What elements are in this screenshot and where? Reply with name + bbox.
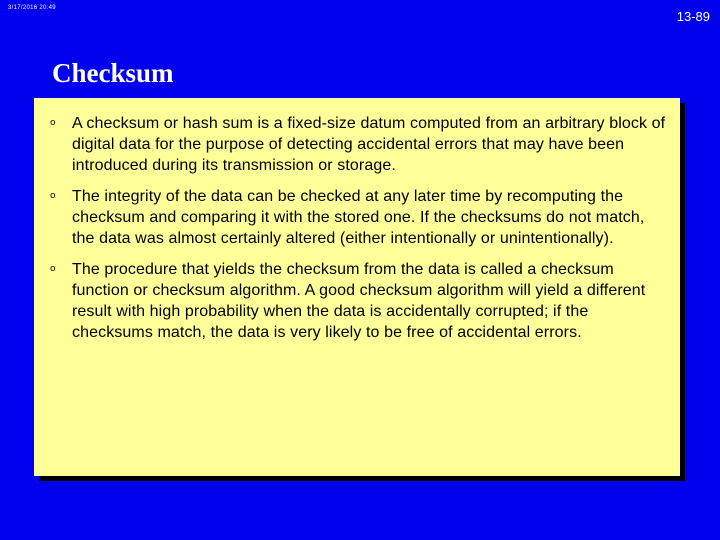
- bullet-item: [50, 186, 670, 249]
- bullet-text: A checksum or hash sum is a fixed-size datum computed from an arbitrary block of digital data for the purpose of detecting accidental errors that may have been introduced during its transmission or storage.: [72, 115, 666, 174]
- slide-title: Checksum: [52, 58, 174, 88]
- bullet-item: [50, 113, 670, 176]
- bullet-marker: o: [50, 191, 56, 201]
- page-number: 13-89: [676, 9, 710, 24]
- bullet-marker: o: [50, 264, 56, 274]
- bullet-marker: o: [50, 118, 56, 128]
- bullet-list: [50, 113, 670, 353]
- timestamp: 3/17/2016 20:49: [8, 5, 56, 11]
- bullet-text: The integrity of the data can be checked at any later time by recomputing the checksum and comparing it with the stored one. If the checksums do not match, the data was almost certainly altered (either intentionally or unintentionally).: [72, 188, 645, 247]
- bullet-item: [50, 259, 670, 343]
- bullet-text: The procedure that yields the checksum from the data is called a checksum function or checksum algorithm. A good checksum algorithm will yield a different result with high probability when the data is accidentally corrupted; if the checksums match, the data is very likely to be free of accidental errors.: [72, 261, 646, 341]
- content-box: [34, 98, 680, 476]
